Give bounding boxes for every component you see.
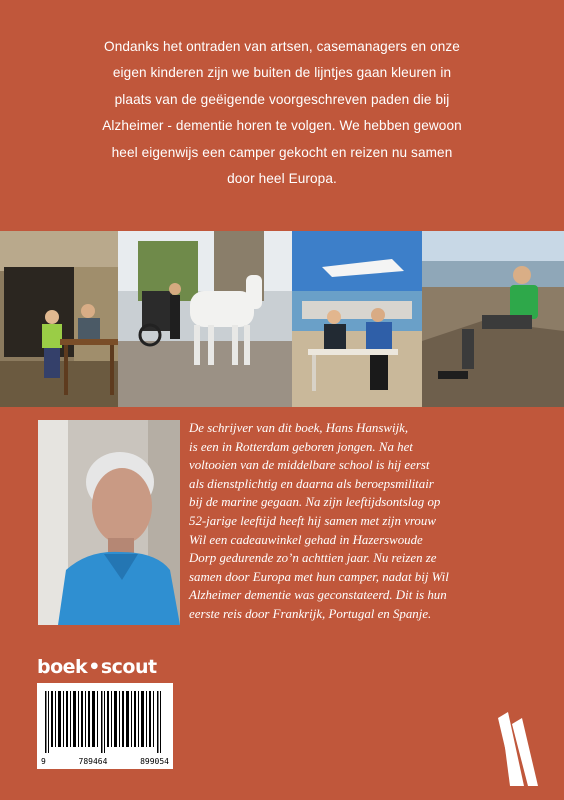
blurb-line: Alzheimer - dementie horen te volgen. We hebben gewoon: [102, 118, 462, 134]
author-bio: [189, 419, 539, 624]
bio-line: als dienstplichtig en daarna als beroepsmilitair: [189, 476, 434, 491]
author-portrait: [38, 420, 180, 625]
isbn-number: [41, 757, 169, 766]
isbn-digit-group: 899054: [140, 757, 169, 766]
photo-woman-on-rocks: [422, 231, 564, 407]
photo-terrace-seaside: [292, 231, 422, 407]
bio-line: samen door Europa met hun camper, nadat bij Wil: [189, 569, 449, 584]
isbn-digit-group: 789464: [78, 757, 108, 766]
barcode-bars: [45, 691, 165, 753]
bio-line: is een in Rotterdam geboren jongen. Na het: [189, 439, 413, 454]
blurb-line: eigen kinderen zijn we buiten de lijntjes gaan kleuren in: [112, 65, 452, 81]
isbn-digit-group: 9: [41, 757, 46, 766]
publisher-name-part2: scout: [100, 656, 157, 678]
bio-line: Alzheimer dementie was geconstateerd. Dit is hun: [189, 588, 447, 603]
bio-line: voltooien van de middelbare school is hij eerst: [189, 458, 430, 473]
blurb-line: Ondanks het ontraden van artsen, casemanagers en onze: [104, 39, 460, 54]
isbn-barcode: [37, 683, 173, 769]
bio-line: eerste reis door Frankrijk, Portugal en Spanje.: [189, 606, 432, 621]
bio-line: bij de marine gegaan. Na zijn leeftijdsontslag op: [189, 495, 441, 510]
bio-line: 52-jarige leeftijd heeft hij samen met zijn vrouw: [189, 513, 436, 528]
blurb-line: plaats van de geëigende voorgeschreven paden die bij: [114, 91, 450, 107]
publisher-name-part1: boek: [37, 656, 88, 678]
photo-couple-at-cafe: [0, 231, 118, 407]
blurb-line: door heel Europa.: [227, 171, 337, 187]
travel-photo-strip: [0, 231, 564, 407]
bio-line: Wil een cadeauwinkel gehad in Hazerswoude: [189, 532, 423, 547]
bio-line: De schrijver van dit boek, Hans Hanswijk,: [189, 421, 409, 435]
blurb-line: heel eigenwijs een camper gekocht en reizen nu samen: [111, 144, 453, 160]
publisher-logo: [37, 656, 157, 678]
bio-line: Dorp gedurende zo’n achttien jaar. Nu reizen ze: [189, 551, 437, 566]
photo-horse-and-carriage: [118, 231, 292, 407]
book-stack-icon: [494, 710, 542, 788]
back-cover-blurb: [60, 34, 504, 192]
publisher-dot: •: [88, 656, 100, 678]
